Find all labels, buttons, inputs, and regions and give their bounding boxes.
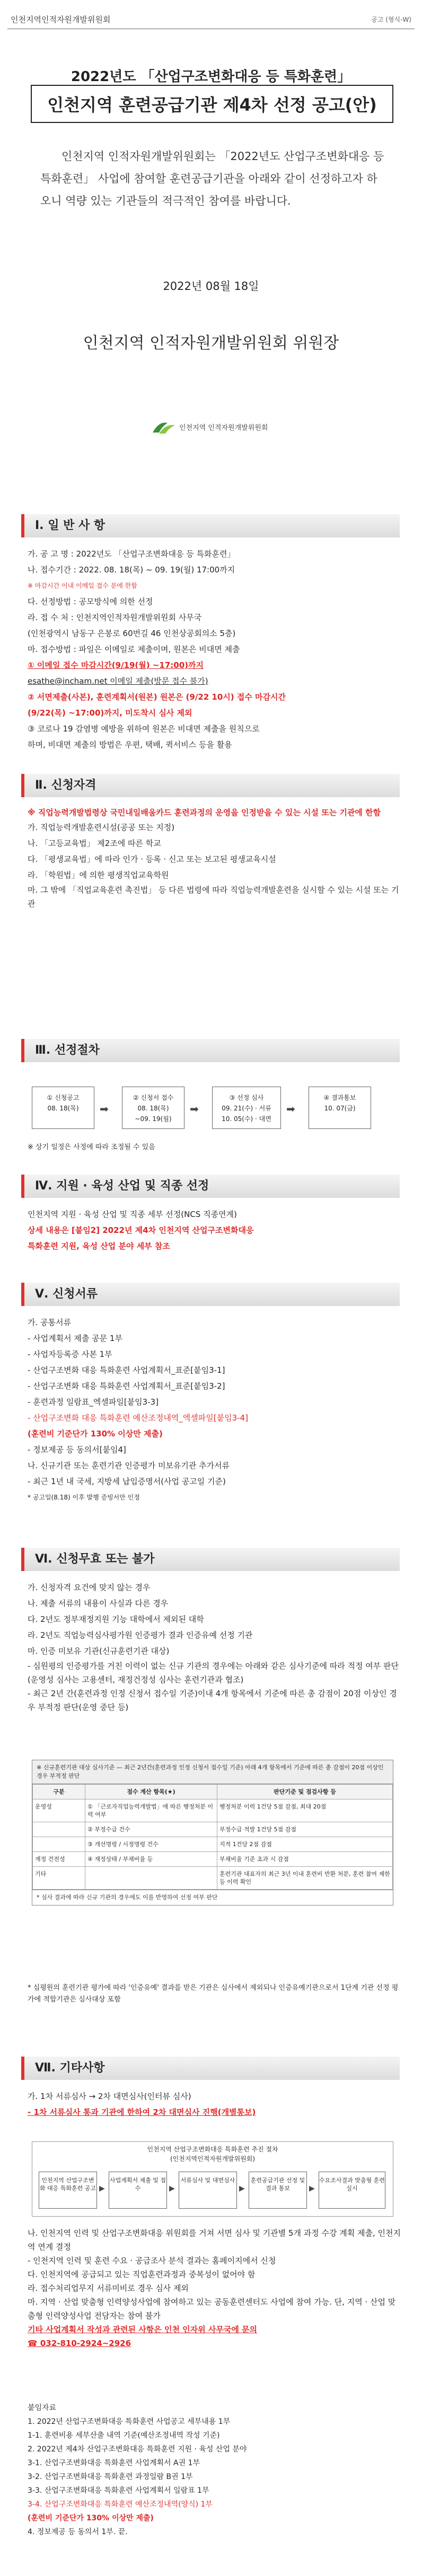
table-cell: ① 「근로자직업능력개발법」에 따른 행정처분 이력 여부 [85,1799,217,1822]
s6-line: 다. 2년도 정부재정지원 기능 대학에서 제외된 대학 [28,1615,204,1624]
step-date: 08. 18(목) ~09. 19(월) [135,1105,172,1123]
flow-step: 사업계획서 제출 및 접수 [109,2172,167,2209]
s2-line: 나. 「고등교육법」 제2조에 따른 학교 [28,839,161,848]
section-5-heading: Ⅴ. 신청서류 [21,1283,400,1306]
signer: 인천지역 인적자원개발위원회 위원장 [83,334,339,352]
table-cell [85,1867,217,1890]
table-cell: 행정처분 이력 1건당 5점 감점, 최대 20점 [217,1799,393,1822]
s6-line: 라. 2년도 직업능력심사평가원 인증평가 결과 인증유예 선정 기관 [28,1630,253,1640]
table-cell: 훈련기관 대표자의 최근 3년 이내 훈련비 반환 처분, 훈련 참여 제한 등 이력 확인 [217,1867,393,1890]
table-cell: 기타 [33,1867,85,1890]
attach-line: 2. 2022년 제4차 산업구조변화대응 특화훈련 지원 · 육성 산업 분야 [28,2445,247,2454]
s5-line: (훈련비 기준단가 130% 이상만 제출) [28,1429,163,1439]
s1-line: 마. 접수방법 : 파일은 이메일로 제출이며, 원본은 비대면 제출 [28,645,240,654]
s7-more-line: 라. 접수처리업무지 서류미비로 경우 심사 제외 [28,2283,189,2293]
s6-line: 나. 제출 서류의 내용이 사실과 다른 경우 [28,1599,169,1608]
s4-line: 상세 내용은 [붙임2] 2022년 제4차 인천지역 산업구조변화대응 [28,1225,254,1235]
s2-line: ※ 직업능력개발법령상 국민내일배움카드 훈련과정의 운영을 인정받을 수 있는 시설 또는 기관에 한함 [28,808,381,817]
s6-line: 가. 신청자격 요건에 맞지 않는 경우 [28,1583,151,1592]
attach-line: 4. 정보제공 등 동의서 1부. 끝. [28,2528,128,2536]
attach-line: 3-3. 산업구조변화대응 특화훈련 사업계획서 일람표 1부 [28,2486,209,2495]
arrow-right-icon: ▶ [99,2184,105,2193]
attach-line: 3-1. 산업구조변화대응 특화훈련 사업계획서 A권 1부 [28,2459,200,2467]
table-cell: 부채비율 기준 초과 시 감점 [217,1852,393,1867]
attachments [28,2401,402,2539]
s1-line: 다. 선정방법 : 공모방식에 의한 선정 [28,597,153,606]
attach-line: 붙임자료 [28,2404,57,2412]
section-2-body [28,806,402,911]
s5-line: - 산업구조변화 대응 특화훈련 사업계획서_표준[붙임3-2] [28,1381,225,1391]
s5-line: - 최근 1년 내 국세, 지방세 납입증명서(사업 공고일 기준) [28,1477,226,1486]
table-header: 판단기준 및 점검사항 등 [217,1785,393,1799]
s7-more-line: - 인천지역 인력 및 훈련 수요 · 공급조사 분석 결과는 홈페이지에서 신청 [28,2256,276,2265]
table-row [33,1852,393,1867]
flow-header: 인천지역 산업구조변화대응 특화훈련 추진 절차 [147,2146,278,2153]
s7-more-line: 기타 사업계획서 작성과 관련된 사항은 인천 인자위 사무국에 문의 [28,2325,258,2334]
logo-mark-icon [152,419,176,436]
s1-line: ※ 마감시간 이내 이메일 접수 분에 한함 [28,582,137,589]
org-logo [152,417,279,438]
step-label: ② 신청서 접수 [133,1094,174,1101]
section-6-body [28,1580,402,1714]
s4-line: 특화훈련 지원, 육성 산업 분야 세부 참조 [28,1241,170,1251]
arrow-right-icon: ➡ [100,1102,109,1115]
s5-line: - 훈련과정 일람표_엑셀파일[붙임3-3] [28,1397,159,1407]
section-3-heading: Ⅲ. 선정절차 [21,1039,400,1062]
attach-line: 3-4. 산업구조변화대응 특화훈련 예산조정내역(양식) 1부 [28,2500,213,2509]
s5-line: - 산업구조변화 대응 특화훈련 예산조정내역_엑셀파일[붙임3-4] [28,1413,248,1423]
step-date: 08. 18(목) [47,1105,79,1112]
table-header-row [33,1785,393,1799]
email-contact[interactable]: esathe@incham.net 이메일 제출(방문 접수 불가) [28,676,208,686]
step-box [212,1087,281,1129]
step-label: ④ 결과통보 [323,1094,356,1101]
arrow-right-icon: ➡ [286,1102,295,1115]
s5-line: - 사업자등록증 사본 1부 [28,1349,112,1359]
step-label: ③ 선정 심사 [229,1094,264,1101]
table-cell: ③ 개선명령 / 시정명령 건수 [85,1837,217,1852]
s7-more-line: 마. 지역 · 산업 맞춤형 인력양성사업에 참여하고 있는 공동훈련센터도 사업에 참여 가능. 단, 지역 · 산업 맞춤형 인력양성사업 전담자는 참여 불가 [28,2297,396,2321]
table-note: * 심사 결과에 따라 신규 기관의 경우에도 이를 반영하여 선정 여부 판단 [32,1890,393,1905]
table-row [33,1822,393,1837]
attach-line: 3-2. 산업구조변화대응 특화훈련 과정일람 B권 1부 [28,2473,193,2481]
s7-line: - 1차 서류심사 통과 기관에 한하여 2차 대면심사 진행(개별통보) [28,2107,256,2117]
section-7-more [28,2226,402,2350]
section-5-body [28,1315,402,1505]
s5-line: - 산업구조변화 대응 특화훈련 사업계획서_표준[붙임3-1] [28,1365,225,1375]
arrow-right-icon: ▶ [309,2184,315,2193]
flow-step: 훈련공급기관 선정 및 결과 통보 [249,2172,307,2209]
s6-line: - 심원평의 인증평가를 거친 이력이 없는 신규 기관의 경우에는 아래와 같은 심사기준에 따라 적정 여부 판단(운영성 심사는 고용센터, 재정건정성 심사는 훈련기관과 협조) [28,1661,399,1684]
notice-date: 2022년 08월 18일 [163,280,259,293]
table-cell: 재정 건전성 [33,1852,85,1867]
s2-line: 가. 직업능력개발훈련시설(공공 또는 지정) [28,823,175,832]
table-cell [33,1822,85,1837]
logo-name: 인천지역 인적자원개발위원회 [179,424,268,432]
s4-line: 인천지역 지원 · 육성 산업 및 직종 세부 선정(NCS 직종연계) [28,1210,237,1219]
table-caption: ※ 신규훈련기관 대상 심사기준 — 최근 2년간(훈련과정 인정 신청서 접수일 기준) 아래 4개 항목에서 기준에 따른 총 감점이 20점 이상인 경우 부적정 판단 [32,1760,393,1784]
process-flow-diagram [32,2141,393,2217]
step-date: 10. 07(금) [324,1105,356,1112]
table-cell: ② 부정수급 건수 [85,1822,217,1837]
s1-line: ③ 코로나 19 감염병 예방을 위하여 원본은 비대면 제출을 원칙으로 [28,724,260,734]
s1-line: 가. 공 고 명 : 2022년도 「산업구조변화대응 등 특화훈련」 [28,549,235,559]
s1-line: (인천광역시 남동구 은봉로 60번길 46 인천상공회의소 5층) [28,629,236,638]
s2-line: 라. 「학원법」에 의한 평생직업교육학원 [28,870,169,880]
s1-line: 하며, 비대면 제출의 방법은 우편, 택배, 퀵서비스 등을 활용 [28,740,232,749]
s5-line: - 정보제공 등 동의서[붙임4] [28,1445,126,1454]
section-1-body [28,546,402,753]
page-header [7,6,415,29]
table-cell: ④ 재정상태 / 부채비율 등 [85,1852,217,1867]
table-cell: 부정수급 적발 1건당 5점 감점 [217,1822,393,1837]
s7-more-line: 나. 인천지역 인력 및 산업구조변화대응 위원회를 거쳐 서면 심사 및 기관별 5개 과정 수강 계획 제출, 인천지역 연계 결정 [28,2228,401,2252]
flow-step: 인천지역 산업구조변화 대응 특화훈련 공고 [39,2172,97,2209]
step-label: ① 신청공고 [47,1094,80,1101]
s5-line: * 공고일(8.18) 이후 발행 증빙서만 인정 [28,1494,140,1501]
section-7-heading: Ⅶ. 기타사항 [21,2057,400,2080]
s1-line: (9/22(목) ~17:00)까지, 미도착시 심사 제외 [28,708,192,718]
table-row [33,1837,393,1852]
s5-line: 가. 공통서류 [28,1318,71,1327]
table-row [33,1867,393,1890]
table-row [33,1799,393,1822]
attach-line: 1. 2022년 산업구조변화대응 특화훈련 사업공고 세부내용 1부 [28,2418,231,2426]
flow-step: 서류심사 및 대면심사 [179,2172,237,2209]
table-header: 구분 [33,1785,85,1799]
arrow-right-icon: ▶ [169,2184,175,2193]
steps-note: ※ 상기 일정은 사정에 따라 조정될 수 있음 [28,1143,155,1151]
s2-line: 다. 「평생교육법」에 따라 인가 · 등록 · 신고 또는 보고된 평생교육시설 [28,854,276,864]
section-2-heading: Ⅱ. 신청자격 [21,774,400,797]
notice-title: 인천지역 훈련공급기관 제4차 선정 공고(안) [31,85,393,123]
table-cell: 운영성 [33,1799,85,1822]
s5-line: 나. 신규기관 또는 훈련기관 인증평가 미보유기관 추가서류 [28,1461,230,1470]
intro-paragraph: 인천지역 인적자원개발위원회는 「2022년도 산업구조변화대응 등 특화훈련」 사업에 참여할 훈련공급기관을 아래와 같이 선정하고자 하오니 역량 있는 기관들의 적극적인 참여를 바랍니다. [40,150,384,207]
arrow-right-icon: ➡ [190,1102,199,1115]
section-6-heading: Ⅵ. 신청무효 또는 불가 [21,1548,400,1571]
section-1-heading: Ⅰ. 일 반 사 항 [21,514,400,537]
s1-line: ① 이메일 접수 마감시간(9/19(월) ~17:00)까지 [28,660,204,670]
s1-line: ② 서면제출(사본), 훈련계획서(원본) 원본은 (9/22 10시) 접수 마감시간 [28,692,286,702]
table-cell: 지적 1건당 2점 감점 [217,1837,393,1852]
arrow-right-icon: ▶ [239,2184,245,2193]
flow-subheader: (인천지역인적자원개발위원회) [170,2155,256,2163]
attach-line: (훈련비 기준단가 130% 이상만 제출) [28,2514,154,2522]
step-date: 09. 21(수) · 서류 10. 05(수) · 대면 [222,1105,271,1123]
step-box [309,1087,371,1129]
s7-more-line: 다. 인천지역에 공급되고 있는 직업훈련과정과 중복성이 없어야 함 [28,2270,256,2279]
step-box [122,1087,184,1129]
section-4-body [28,1206,402,1254]
header-page-label: 공고 (형식-W) [371,16,411,23]
s6-line: 마. 인증 미보유 기관(신규훈련기관 대상) [28,1646,170,1656]
s6-footnote: * 심평원의 훈련기관 평가에 따라 '인증유예' 결과를 받은 기관은 심사에서 제외되나 인증유예기관으로서 1단계 기관 선정 평가에 적합기관은 심사대상 포함 [28,1984,399,2004]
notice-subtitle: 2022년도 「산업구조변화대응 등 특화훈련」 [71,69,351,85]
step-box [32,1087,94,1129]
attach-line: 1-1. 훈련비용 세부산출 내역 기준(예산조정내역 작성 기준) [28,2431,220,2440]
review-criteria-table [32,1760,393,1905]
header-org: 인천지역인적자원개발위원회 [11,15,111,24]
s6-line: - 최근 2년 간(훈련과정 인정 신청서 접수일 기준)이내 4개 항목에서 기준에 따른 총 감점이 20점 이상인 경우 부적정 판단(운영 중단 등) [28,1689,397,1712]
selection-steps [32,1087,387,1134]
s5-line: - 사업계획서 제출 공문 1부 [28,1334,122,1343]
s2-line: 마. 그 밖에 「직업교육훈련 촉진법」 등 다른 법령에 따라 직업능력개발훈련을 실시할 수 있는 시설 또는 기관 [28,885,399,908]
phone-contact[interactable]: ☎ 032-810-2924~2926 [28,2339,131,2348]
s1-line: 라. 접 수 처 : 인천지역인적자원개발위원회 사무국 [28,613,202,622]
s7-line: 가. 1차 서류심사 → 2차 대면심사(인터뷰 심사) [28,2092,191,2101]
section-7-body [28,2088,402,2120]
section-4-heading: Ⅳ. 지원 · 육성 산업 및 직종 선정 [21,1175,400,1198]
table-cell [33,1837,85,1852]
table-header: 점수 계산 항목(★) [85,1785,217,1799]
s1-line: 나. 접수기간 : 2022. 08. 18(목) ~ 09. 19(월) 17:00까지 [28,565,235,575]
flow-step: 수요조사결과 맞춤형 훈련실시 [319,2172,385,2209]
